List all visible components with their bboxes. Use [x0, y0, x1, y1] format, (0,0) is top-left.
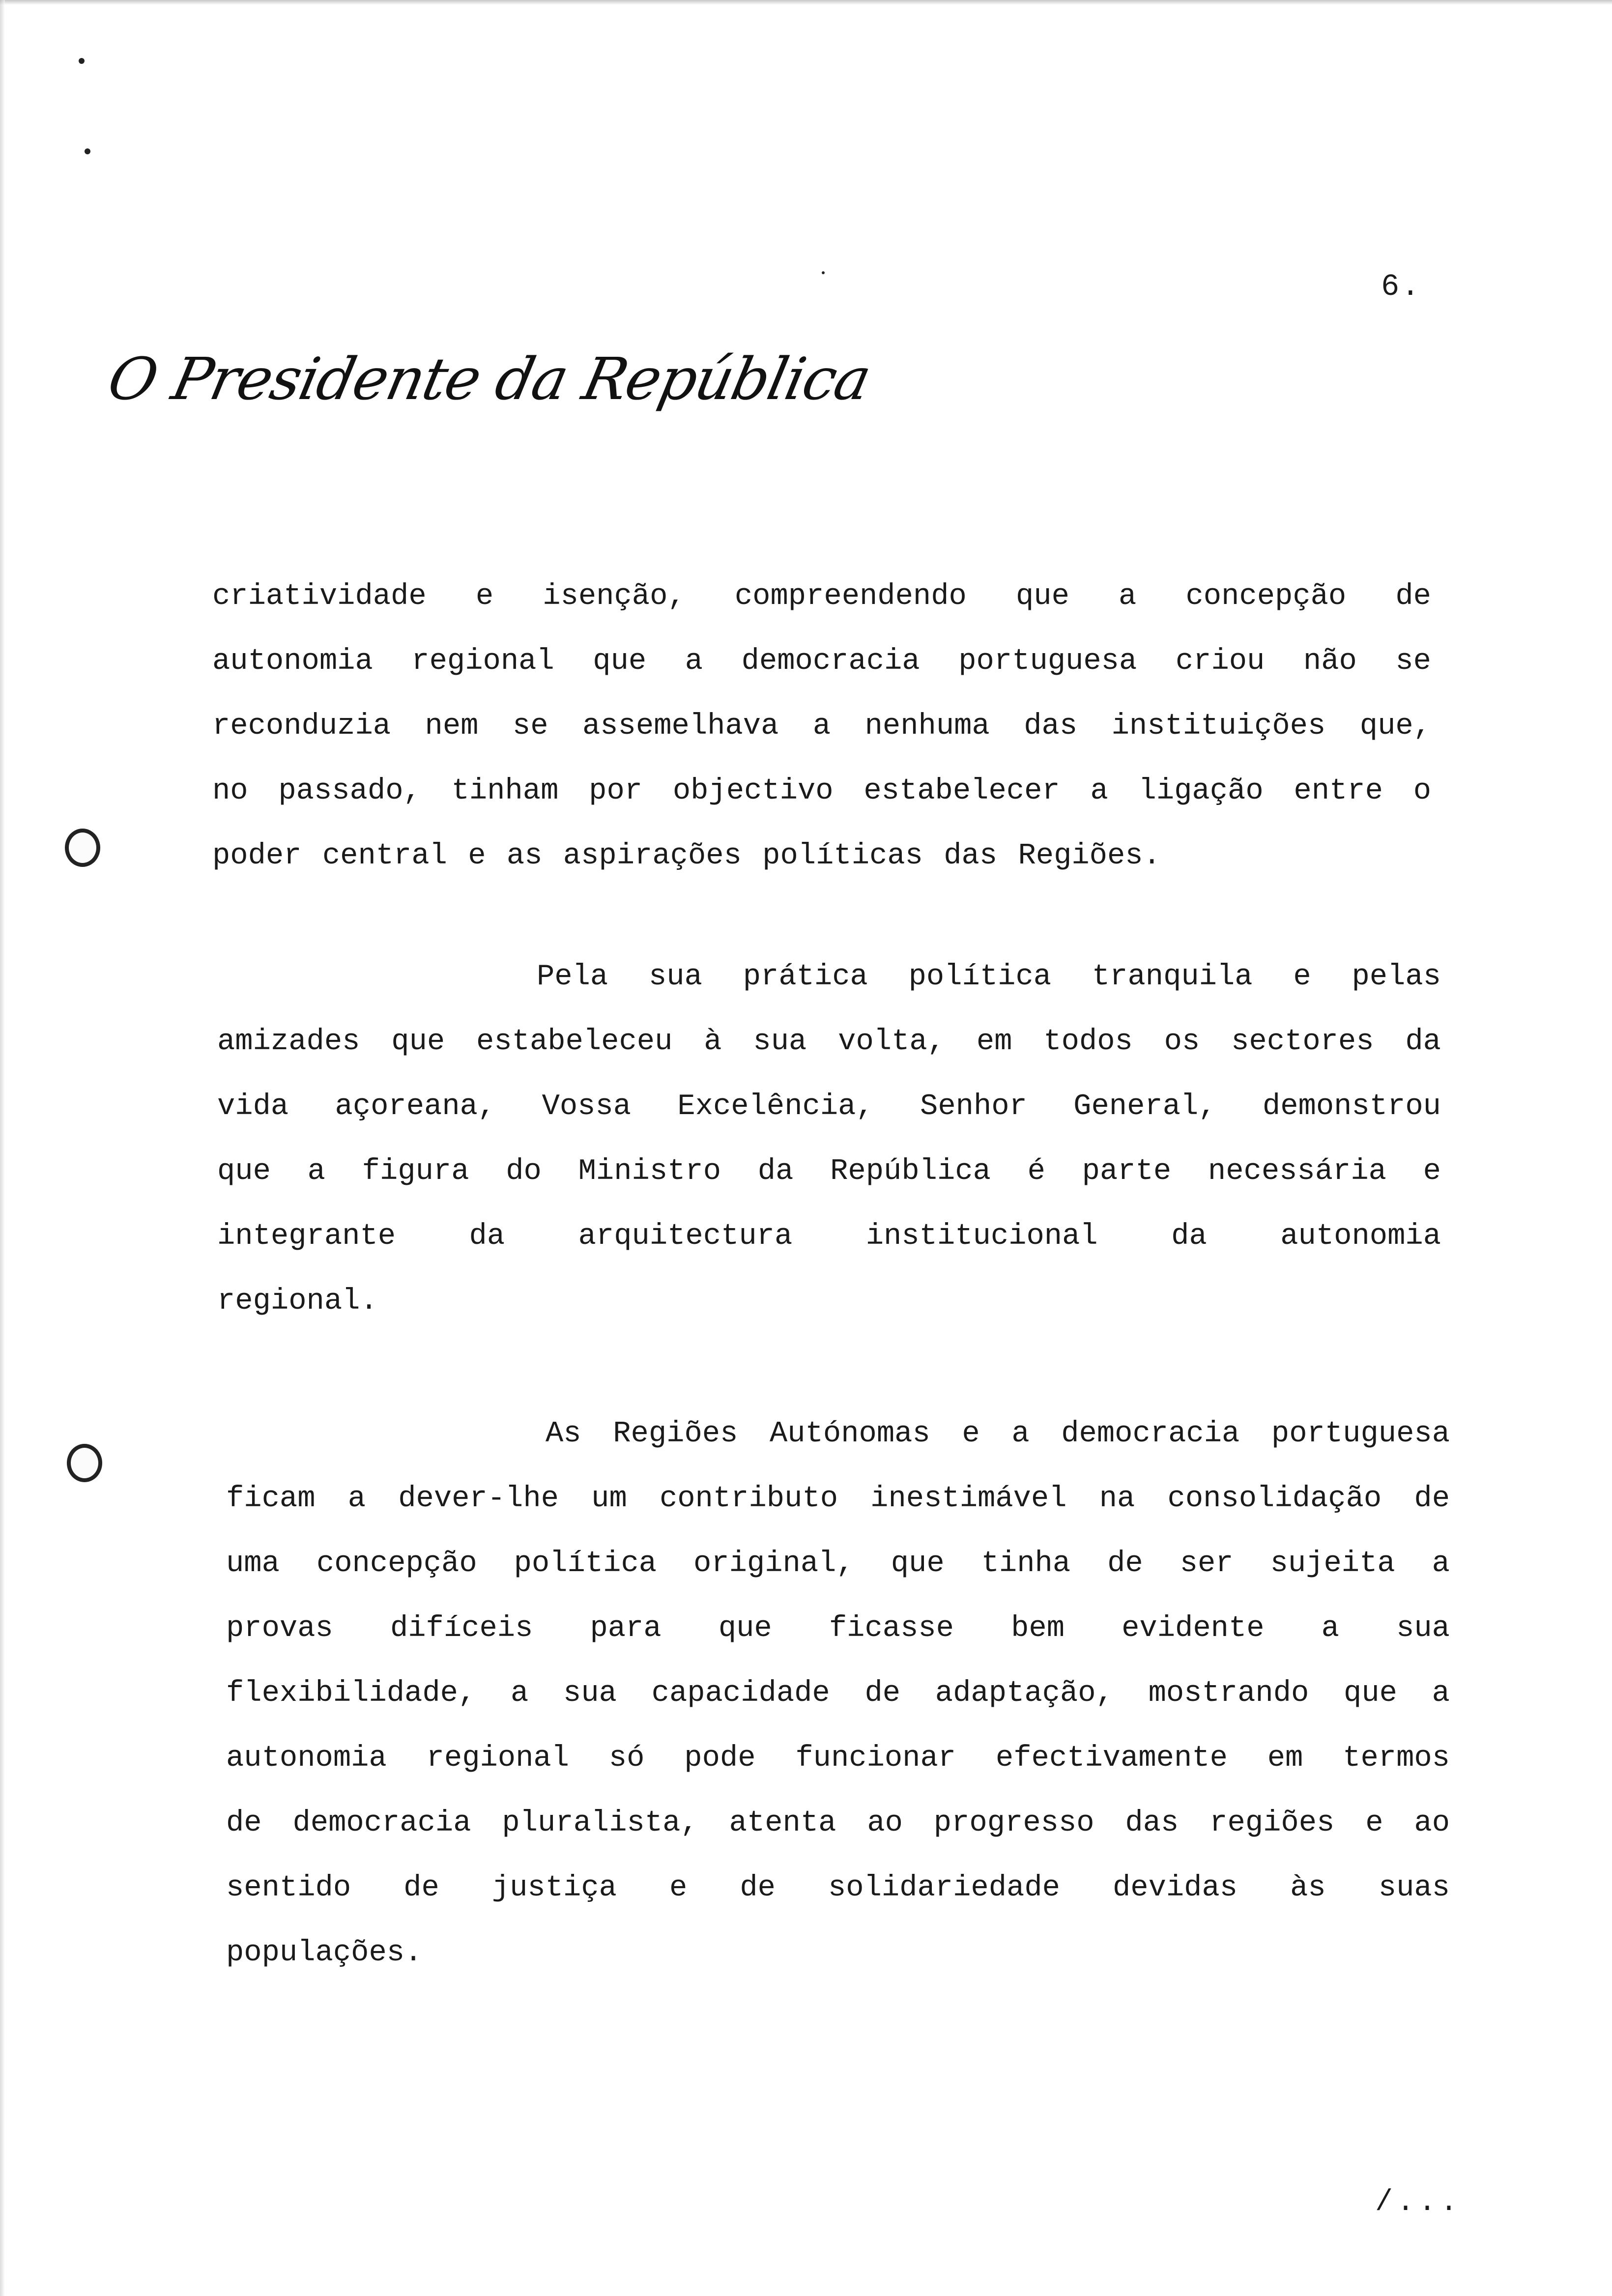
scan-edge-left	[0, 0, 5, 2296]
text-line: flexibilidade, a sua capacidade de adaptação, mostrando que a	[226, 1677, 1450, 1710]
punch-hole	[67, 1444, 102, 1482]
text-line: provas difíceis para que ficasse bem evidente a sua	[226, 1612, 1450, 1645]
letterhead-script: O Presidente da República	[102, 345, 876, 413]
text-line: sentido de justiça e de solidariedade devidas às suas	[226, 1871, 1450, 1905]
text-line: populações.	[226, 1936, 423, 1970]
scan-speck	[85, 148, 90, 154]
text-line: vida açoreana, Vossa Excelência, Senhor General, demonstrou	[217, 1090, 1441, 1123]
text-line: integrante da arquitectura institucional da autonomia	[217, 1220, 1441, 1253]
text-line: de democracia pluralista, atenta ao progresso das regiões e ao	[226, 1807, 1450, 1840]
page-number: 6.	[1381, 269, 1422, 304]
text-line: criatividade e isenção, compreendendo que a concepção de	[212, 580, 1431, 613]
text-line: uma concepção política original, que tinha de ser sujeita a	[226, 1547, 1450, 1580]
continuation-marker: /...	[1375, 2186, 1462, 2219]
text-line: amizades que estabeleceu à sua volta, em todos os sectores da	[217, 1025, 1441, 1059]
text-line: regional.	[217, 1285, 378, 1318]
text-line: ficam a dever-lhe um contributo inestimável na consolidação de	[226, 1482, 1450, 1516]
text-line: autonomia regional só pode funcionar efectivamente em termos	[226, 1742, 1450, 1775]
text-line: poder central e as aspirações políticas das Regiões.	[212, 839, 1161, 873]
text-line: As Regiões Autónomas e a democracia portuguesa	[546, 1417, 1450, 1451]
text-line: reconduzia nem se assemelhava a nenhuma das instituições que,	[212, 710, 1431, 743]
scan-speck	[79, 58, 85, 64]
text-line: que a figura do Ministro da República é parte necessária e	[217, 1155, 1441, 1188]
text-line: Pela sua prática política tranquila e pelas	[537, 960, 1441, 994]
punch-hole	[65, 829, 100, 867]
paragraph-2	[217, 945, 1441, 1334]
paragraph-3	[226, 1402, 1450, 1985]
text-line: autonomia regional que a democracia portuguesa criou não se	[212, 645, 1431, 678]
paragraph-1	[212, 564, 1431, 889]
text-line: no passado, tinham por objectivo estabelecer a ligação entre o	[212, 775, 1431, 808]
scan-edge-top	[0, 0, 1612, 5]
scan-speck	[822, 271, 825, 274]
